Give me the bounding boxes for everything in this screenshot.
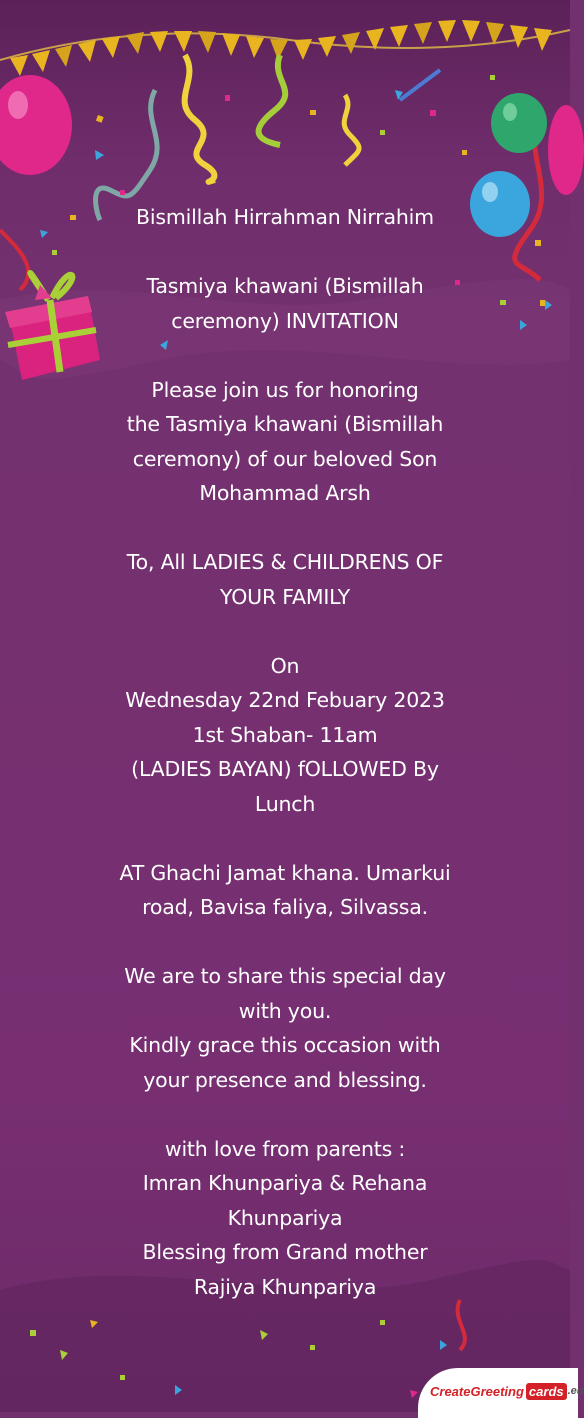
logo-text-cards: cards [526, 1383, 567, 1400]
message-line: 1st Shaban- 11am [192, 722, 378, 747]
site-logo[interactable] [430, 1376, 584, 1406]
message-line [70, 821, 500, 856]
message-line: AT Ghachi Jamat khana. Umarkui [119, 860, 451, 885]
message-line [70, 614, 500, 649]
message-line: with you. [238, 998, 332, 1023]
message-line: YOUR FAMILY [220, 584, 350, 609]
message-line [70, 235, 500, 270]
message-line: Rajiya Khunpariya [193, 1274, 377, 1299]
message-line [70, 1097, 500, 1132]
message-line: Lunch [254, 791, 316, 816]
streamer-green-icon [259, 55, 286, 145]
message-line: ceremony) of our beloved Son [132, 446, 438, 471]
message-line: Khunpariya [227, 1205, 343, 1230]
message-line [70, 925, 500, 960]
logo-text-domain: .eu [567, 1385, 584, 1397]
bunting-flags-icon [10, 20, 552, 76]
message-line [70, 511, 500, 546]
message-line: Mohammad Arsh [199, 481, 371, 505]
message-line: with love from parents : [164, 1136, 406, 1161]
message-line: Imran Khunpariya & Rehana [142, 1171, 428, 1195]
message-line: Bismillah Hirrahman Nirrahim [136, 205, 434, 229]
streamer-yellow-icon [185, 55, 215, 182]
balloon-green-icon [491, 93, 547, 153]
message-line: (LADIES BAYAN) fOLLOWED By [131, 757, 439, 781]
message-line: ceremony) INVITATION [171, 308, 399, 333]
message-line: Please join us for honoring [151, 377, 419, 402]
message-line: Wednesday 22nd Febuary 2023 [125, 688, 445, 712]
message-line: Kindly grace this occasion with [129, 1033, 441, 1057]
message-line: Tasmiya khawani (Bismillah [146, 274, 424, 298]
message-line: your presence and blessing. [143, 1067, 427, 1092]
message-line: the Tasmiya khawani (Bismillah [126, 412, 444, 436]
message-line: We are to share this special day [124, 964, 446, 988]
message-line: Blessing from Grand mother [142, 1240, 428, 1264]
message-line [70, 338, 500, 373]
message-line: To, All LADIES & CHILDRENS OF [126, 550, 444, 574]
message-line: On [270, 653, 300, 678]
message-line: road, Bavisa faliya, Silvassa. [142, 895, 428, 919]
balloon-pink-icon [0, 75, 72, 175]
logo-text-brand: CreateGreeting [430, 1383, 524, 1399]
invitation-message [70, 200, 500, 1304]
